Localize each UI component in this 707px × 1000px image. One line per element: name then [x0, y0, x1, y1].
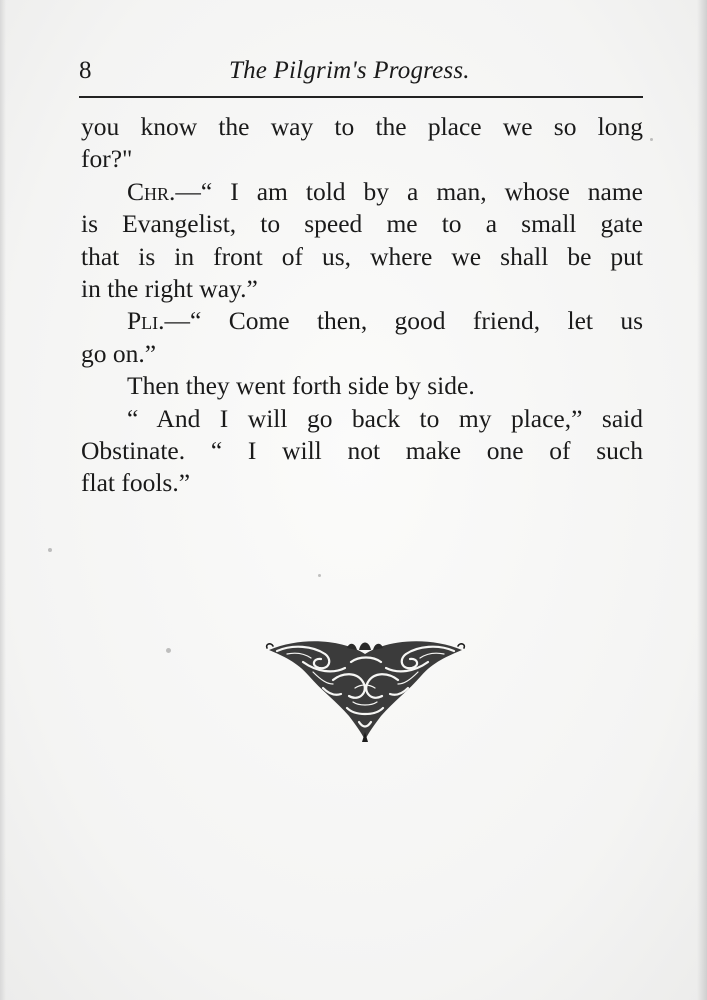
left-edge-shadow	[0, 0, 6, 1000]
foliate-tailpiece-ornament-icon	[263, 632, 468, 742]
paper-speck	[318, 574, 321, 577]
speaker-label: Chr.	[127, 176, 176, 206]
body-text	[81, 111, 643, 500]
running-title: The Pilgrim's Progress.	[229, 57, 470, 84]
paper-speck	[48, 548, 52, 552]
header-rule	[79, 96, 643, 98]
text-line: Obstinate. “ I will not make one of such	[81, 435, 643, 465]
right-edge-shadow	[697, 0, 707, 1000]
paragraph-3	[81, 305, 643, 370]
text-run: —“ I am told by a man, whose name	[175, 176, 643, 206]
text-line: Then they went forth side by side.	[127, 371, 475, 401]
text-line: in the right way.”	[81, 273, 258, 303]
text-line	[81, 176, 643, 208]
paragraph-1	[81, 111, 643, 176]
paper-speck	[650, 138, 653, 141]
text-line: that is in front of us, where we shall be put	[81, 241, 643, 271]
paragraph-5	[81, 403, 643, 500]
page-number: 8	[79, 57, 92, 84]
paragraph-4	[81, 370, 643, 402]
text-line: flat fools.”	[81, 468, 191, 498]
paper-speck	[166, 648, 171, 653]
page-header	[79, 56, 641, 90]
speaker-label: Pli.	[127, 306, 165, 336]
text-line: go on.”	[81, 338, 157, 368]
text-line	[81, 305, 643, 337]
text-line: is Evangelist, to speed me to a small gate	[81, 209, 643, 239]
text-line: “ And I will go back to my place,” said	[127, 403, 643, 433]
text-line: you know the way to the place we so long	[81, 112, 643, 141]
paragraph-2	[81, 176, 643, 306]
text-line: for?"	[81, 144, 133, 174]
text-run: —“ Come then, good friend, let us	[164, 306, 643, 336]
